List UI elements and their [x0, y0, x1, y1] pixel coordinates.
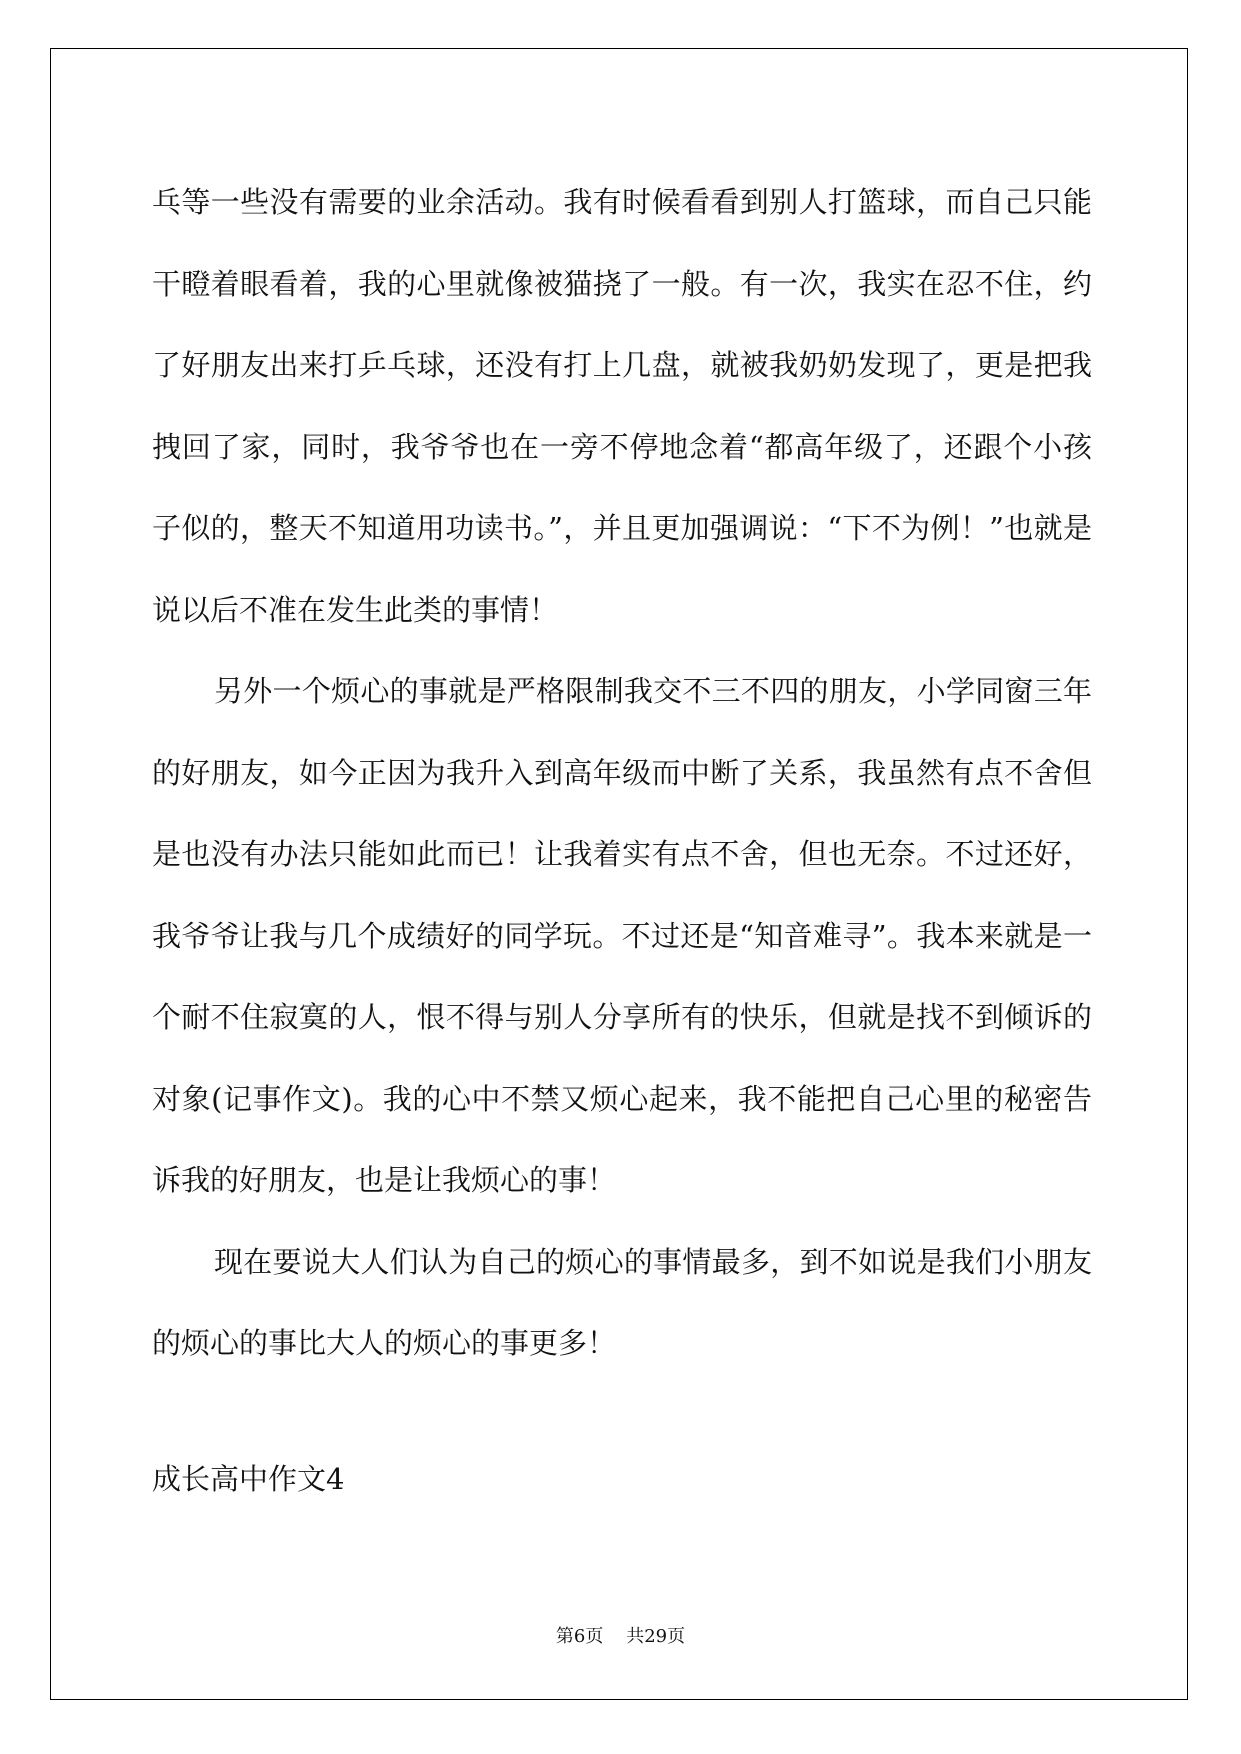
paragraph-1: 乓等一些没有需要的业余活动。我有时候看看到别人打篮球，而自己只能干瞪着眼看着，我的心里就像被猫挠了一般。有一次，我实在忍不住，约了好朋友出来打乒乓球，还没有打上几盘，就被我奶奶发现了，更是把我拽回了家，同时，我爷爷也在一旁不停地念着“都高年级了，还跟个小孩子似的，整天不知道用功读书。”，并且更加强调说：“下不为例！”也就是说以后不准在发生此类的事情！: [152, 185, 1092, 627]
section-heading: 成长高中作文4: [152, 1462, 345, 1496]
document-body: [152, 162, 1092, 1385]
footer-gap: [603, 1626, 626, 1647]
paragraph-2: 另外一个烦心的事就是严格限制我交不三不四的朋友，小学同窗三年的好朋友，如今正因为我升入到高年级而中断了关系，我虽然有点不舍但是也没有办法只能如此而已！让我着实有点不舍，但也无奈。不过还好，我爷爷让我与几个成绩好的同学玩。不过还是“知音难寻”。我本来就是一个耐不住寂寞的人，恨不得与别人分享所有的快乐，但就是找不到倾诉的对象(记事作文)。我的心中不禁又烦心起来，我不能把自己心里的秘密告诉我的好朋友，也是让我烦心的事！: [152, 674, 1092, 1197]
page-total: 共29页: [626, 1626, 686, 1647]
page-number: 第6页: [555, 1626, 604, 1647]
paragraph-3: 现在要说大人们认为自己的烦心的事情最多，到不如说是我们小朋友的烦心的事比大人的烦心的事更多！: [152, 1244, 1092, 1360]
page-footer: [0, 1622, 1241, 1648]
